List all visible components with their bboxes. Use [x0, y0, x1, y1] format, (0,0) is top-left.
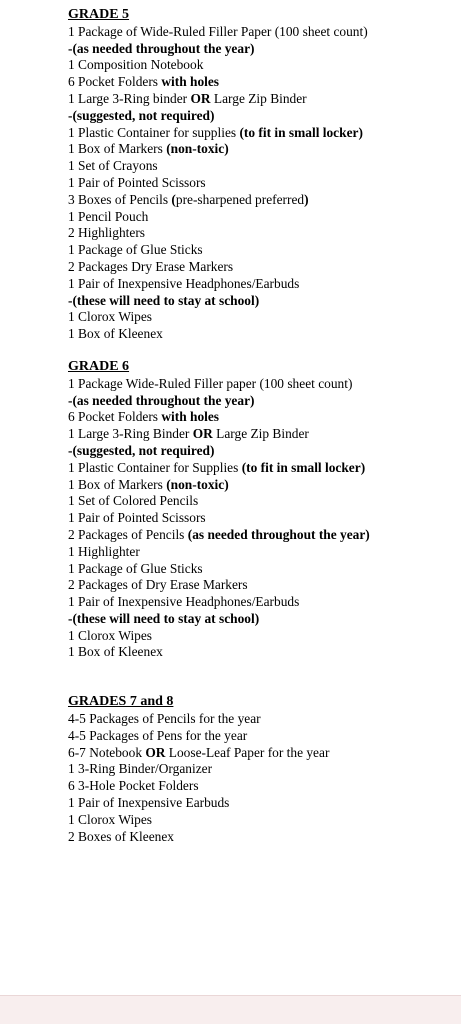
- list-item: [68, 276, 457, 293]
- grades-7-8-items: [68, 711, 457, 845]
- item-text: 1 Large 3-Ring binder: [68, 90, 191, 106]
- item-text: 1 Plastic Container for Supplies: [68, 459, 242, 475]
- item-text: 1 Pair of Inexpensive Earbuds: [68, 795, 230, 811]
- item-text: 1 Highlighter: [68, 543, 140, 559]
- list-item: [68, 577, 457, 594]
- item-text: 1 Package of Wide-Ruled Filler Paper (100 sheet count): [68, 23, 368, 39]
- item-text: 6-7 Notebook: [68, 744, 146, 760]
- item-text: 1 Clorox Wipes: [68, 309, 153, 325]
- grade-5-heading: GRADE 5: [68, 7, 130, 22]
- item-text: 1 Box of Kleenex: [68, 326, 163, 342]
- item-text: 6 Pocket Folders: [68, 74, 162, 90]
- item-text: 3 Boxes of Pencils: [68, 191, 172, 207]
- item-text: 1 Pair of Inexpensive Headphones/Earbuds: [68, 594, 300, 610]
- list-item: [68, 829, 457, 846]
- list-item: [68, 761, 457, 778]
- list-item: [68, 209, 457, 226]
- list-item: [68, 225, 457, 242]
- list-item: [68, 728, 457, 745]
- bold-text: (: [171, 191, 176, 207]
- list-item: [68, 192, 457, 209]
- list-item: [68, 242, 457, 259]
- list-item: [68, 57, 457, 74]
- grade-6-heading: GRADE 6: [68, 358, 130, 374]
- list-item: [68, 393, 457, 410]
- list-item: [68, 125, 457, 142]
- item-text: 6 3-Hole Pocket Folders: [68, 778, 199, 794]
- list-item: [68, 259, 457, 276]
- bold-text: (to fit in small locker): [239, 124, 363, 140]
- list-item: [68, 91, 457, 108]
- bold-text: OR: [192, 426, 213, 442]
- list-item: [68, 628, 457, 645]
- grades-7-8-heading: GRADES 7 and 8: [68, 694, 174, 710]
- list-item: [68, 795, 457, 812]
- list-item: [68, 644, 457, 661]
- list-item: [68, 108, 457, 125]
- list-item: [68, 477, 457, 494]
- list-item: [68, 611, 457, 628]
- item-text: Large Zip Binder: [210, 90, 307, 106]
- bold-text: (as needed throughout the year): [187, 526, 370, 542]
- bold-text: -(as needed throughout the year): [68, 392, 255, 408]
- item-text: 1 Clorox Wipes: [68, 811, 153, 827]
- item-text: 2 Packages Dry Erase Markers: [68, 258, 234, 274]
- item-text: pre-sharpened preferred: [175, 191, 305, 207]
- bold-text: (non-toxic): [166, 141, 229, 157]
- item-text: 1 Clorox Wipes: [68, 627, 153, 643]
- item-text: Loose-Leaf Paper for the year: [165, 744, 330, 760]
- list-item: [68, 594, 457, 611]
- item-text: 1 Package of Glue Sticks: [68, 242, 203, 258]
- bold-text: -(these will need to stay at school): [68, 292, 260, 308]
- item-text: 1 Plastic Container for supplies: [68, 124, 240, 140]
- item-text: 1 Pencil Pouch: [68, 208, 149, 224]
- list-item: [68, 527, 457, 544]
- item-text: 1 Pair of Pointed Scissors: [68, 174, 206, 190]
- item-text: 1 Pair of Inexpensive Headphones/Earbuds: [68, 275, 300, 291]
- bold-text: -(suggested, not required): [68, 442, 215, 458]
- list-item: [68, 24, 457, 41]
- item-text: 2 Packages of Pencils: [68, 526, 188, 542]
- bold-text: OR: [190, 90, 211, 106]
- list-item: [68, 158, 457, 175]
- list-item: [68, 812, 457, 829]
- list-item: [68, 326, 457, 343]
- list-item: [68, 460, 457, 477]
- list-item: [68, 141, 457, 158]
- list-item: [68, 309, 457, 326]
- item-text: 1 Set of Colored Pencils: [68, 493, 199, 509]
- supply-list-document: [68, 7, 457, 845]
- list-item: [68, 409, 457, 426]
- grades-7-8-section: [68, 694, 457, 845]
- list-item: [68, 711, 457, 728]
- bold-text: with holes: [161, 409, 220, 425]
- list-item: [68, 426, 457, 443]
- list-item: [68, 510, 457, 527]
- list-item: [68, 293, 457, 310]
- item-text: 1 Composition Notebook: [68, 57, 204, 73]
- bold-text: with holes: [161, 74, 220, 90]
- list-item: [68, 443, 457, 460]
- item-text: 1 Box of Markers: [68, 476, 167, 492]
- item-text: 4-5 Packages of Pens for the year: [68, 727, 248, 743]
- item-text: 1 Box of Markers: [68, 141, 167, 157]
- bold-text: -(as needed throughout the year): [68, 40, 255, 56]
- bold-text: ): [304, 191, 309, 207]
- item-text: 1 Package Wide-Ruled Filler paper (100 sheet count): [68, 375, 353, 391]
- item-text: 6 Pocket Folders: [68, 409, 162, 425]
- bold-text: -(suggested, not required): [68, 107, 215, 123]
- list-item: [68, 376, 457, 393]
- list-item: [68, 544, 457, 561]
- bold-text: -(these will need to stay at school): [68, 610, 260, 626]
- list-item: [68, 778, 457, 795]
- item-text: 2 Boxes of Kleenex: [68, 828, 174, 844]
- item-text: 2 Packages of Dry Erase Markers: [68, 577, 248, 593]
- grade-6-items: [68, 376, 457, 662]
- grade-5-items: [68, 24, 457, 343]
- item-text: 1 Large 3-Ring Binder: [68, 426, 193, 442]
- item-text: Large Zip Binder: [212, 426, 309, 442]
- bold-text: (to fit in small locker): [241, 459, 366, 475]
- list-item: [68, 745, 457, 762]
- item-text: 4-5 Packages of Pencils for the year: [68, 711, 261, 727]
- list-item: [68, 41, 457, 58]
- bold-text: OR: [145, 744, 166, 760]
- bold-text: (non-toxic): [166, 476, 229, 492]
- item-text: 1 Box of Kleenex: [68, 644, 163, 660]
- item-text: 1 Package of Glue Sticks: [68, 560, 203, 576]
- bottom-bar: [0, 995, 461, 1024]
- item-text: 1 Set of Crayons: [68, 158, 158, 174]
- grade-5-section: [68, 7, 457, 343]
- item-text: 1 3-Ring Binder/Organizer: [68, 761, 213, 777]
- list-item: [68, 74, 457, 91]
- grade-6-section: [68, 359, 457, 661]
- item-text: 1 Pair of Pointed Scissors: [68, 510, 206, 526]
- item-text: 2 Highlighters: [68, 225, 145, 241]
- list-item: [68, 175, 457, 192]
- list-item: [68, 561, 457, 578]
- list-item: [68, 493, 457, 510]
